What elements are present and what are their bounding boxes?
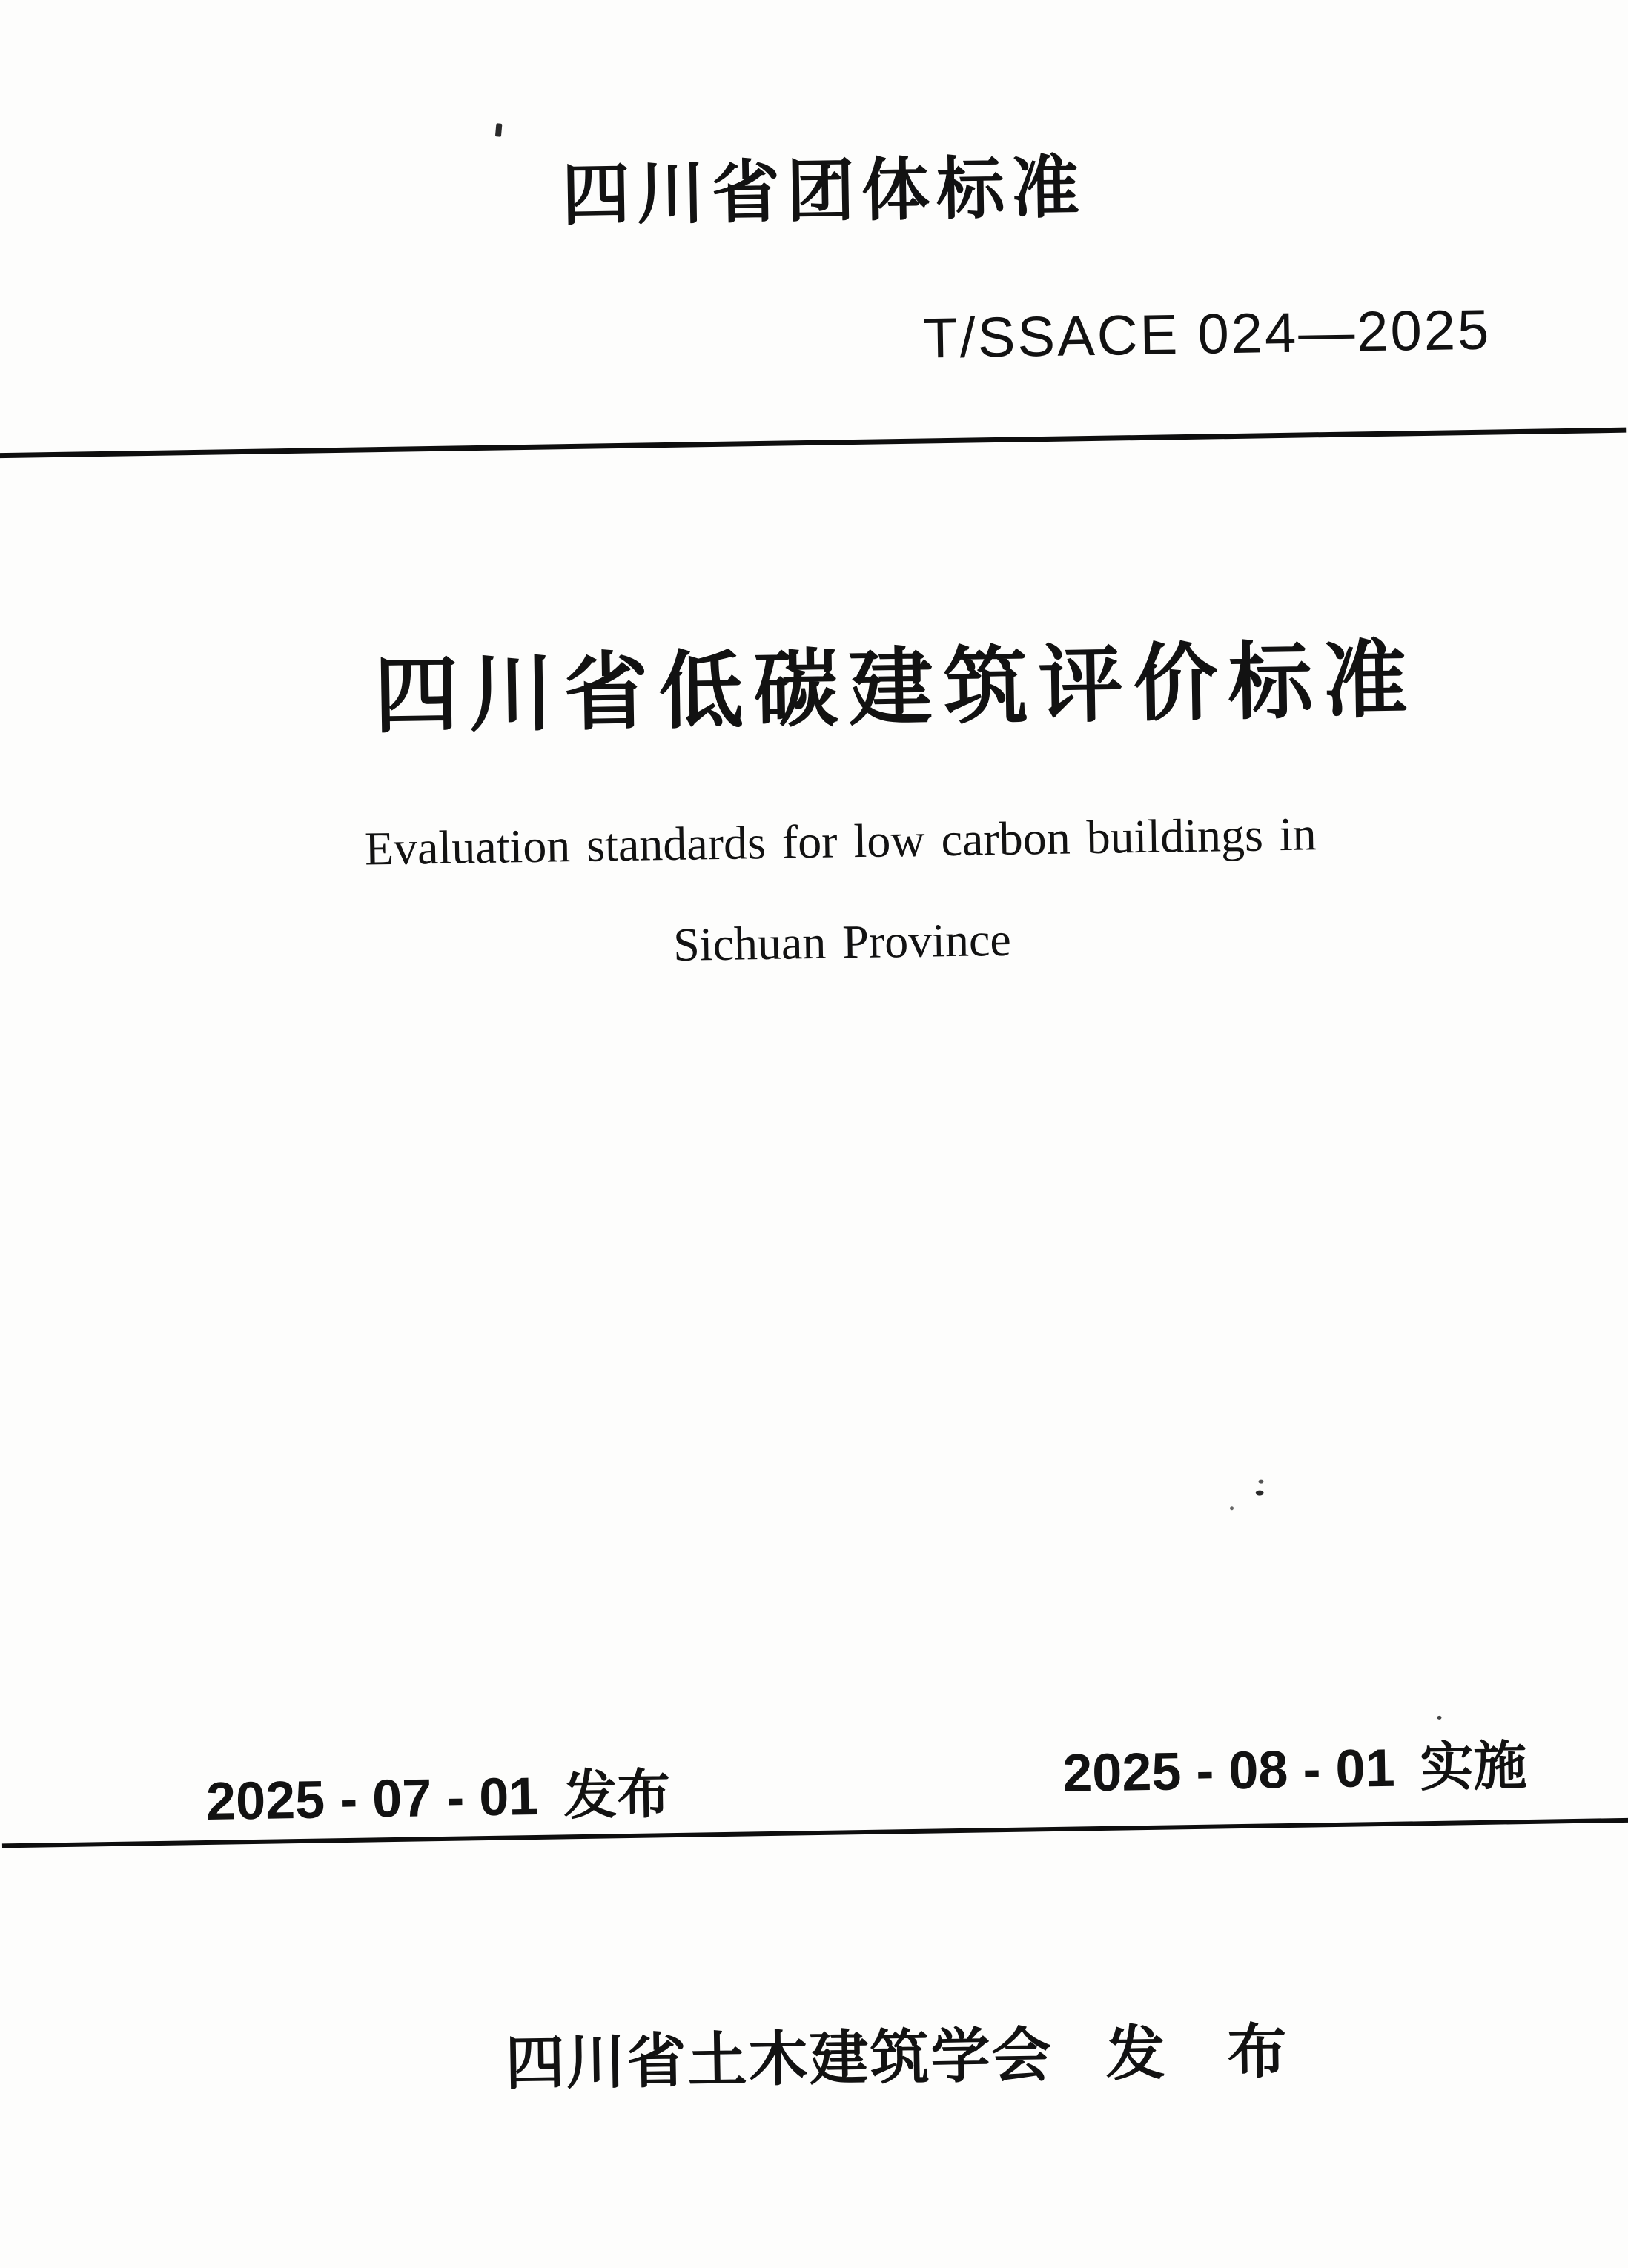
top-divider-line: [0, 428, 1626, 459]
publish-date: 2025 - 07 - 01: [205, 1766, 539, 1831]
standard-number: T/SSACE 024—2025: [922, 298, 1492, 371]
implement-date-row: [1062, 1737, 1528, 1803]
scan-speckle: [495, 123, 503, 137]
standard-type-heading: 四川省团体标准: [561, 150, 1087, 234]
title-english-line1: Evaluation standards for low carbon buildings in: [364, 807, 1317, 875]
title-english-line2: Sichuan Province: [672, 912, 1012, 971]
scan-speckle: [1258, 1480, 1263, 1484]
publish-date-row: [205, 1765, 671, 1831]
document-title-english: [26, 805, 1628, 978]
document-title-chinese: 四川省低碳建筑评价标准: [373, 633, 1419, 744]
scan-speckle: [1230, 1506, 1234, 1510]
scan-speckle: [1256, 1491, 1264, 1496]
publisher-row: [504, 2018, 1289, 2097]
publish-label: 发布: [563, 1765, 671, 1826]
implement-date: 2025 - 08 - 01: [1062, 1738, 1396, 1803]
publisher-action: 发 布: [1105, 2018, 1289, 2087]
scan-speckle: [1437, 1716, 1441, 1720]
implement-label: 实施: [1419, 1737, 1528, 1798]
publisher-name: 四川省土木建筑学会: [504, 2022, 1053, 2097]
